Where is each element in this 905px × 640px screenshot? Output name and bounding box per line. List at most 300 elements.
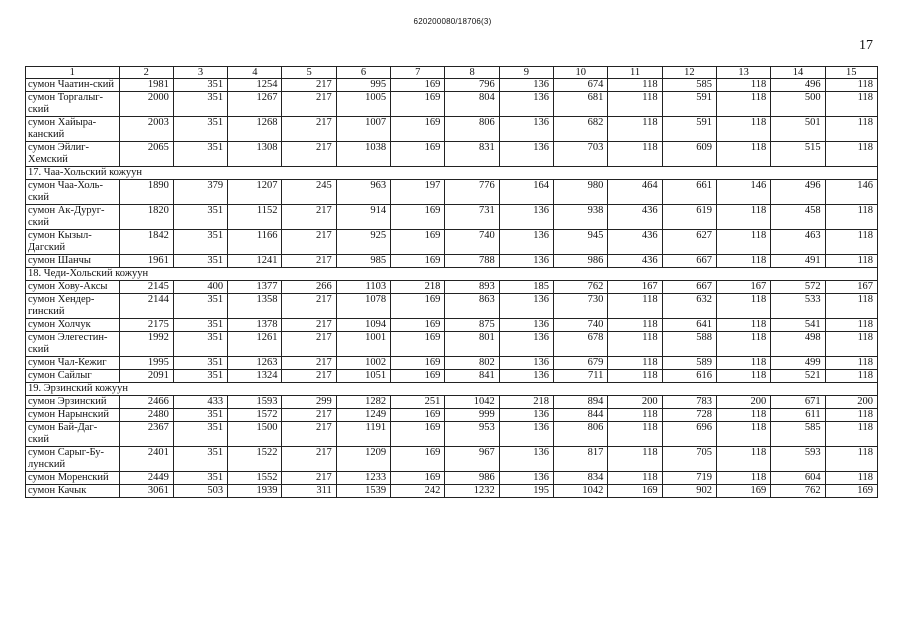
table-cell: 1500 [228, 422, 282, 447]
table-cell: 351 [173, 319, 227, 332]
table-row [26, 409, 878, 422]
settlement-name: сумон Сарыг-Бу-лунский [26, 447, 120, 472]
column-header: 9 [499, 67, 553, 79]
table-cell: 501 [771, 117, 825, 142]
table-cell: 627 [662, 230, 716, 255]
settlement-name: сумон Эрзинский [26, 396, 120, 409]
table-cell: 169 [391, 117, 445, 142]
group-row [26, 268, 878, 281]
table-cell: 436 [608, 230, 662, 255]
table-cell: 136 [499, 447, 553, 472]
table-cell: 515 [771, 142, 825, 167]
settlement-name: сумон Эйлиг-Хемский [26, 142, 120, 167]
table-cell: 667 [662, 281, 716, 294]
table-cell: 433 [173, 396, 227, 409]
table-row [26, 396, 878, 409]
table-cell: 118 [608, 117, 662, 142]
table-row [26, 447, 878, 472]
table-cell: 351 [173, 357, 227, 370]
table-cell: 591 [662, 92, 716, 117]
table-cell: 2367 [119, 422, 173, 447]
table-cell: 118 [716, 79, 770, 92]
table-cell: 118 [608, 79, 662, 92]
table-cell: 217 [282, 422, 336, 447]
table-cell: 245 [282, 180, 336, 205]
table-cell: 2144 [119, 294, 173, 319]
table-cell: 217 [282, 79, 336, 92]
table-cell: 945 [554, 230, 608, 255]
table-cell: 1209 [336, 447, 390, 472]
table-cell: 2401 [119, 447, 173, 472]
table-cell: 1539 [336, 485, 390, 498]
table-cell: 169 [391, 205, 445, 230]
table-cell: 217 [282, 409, 336, 422]
table-cell: 681 [554, 92, 608, 117]
table-cell: 136 [499, 92, 553, 117]
table-cell: 167 [608, 281, 662, 294]
table-cell: 1981 [119, 79, 173, 92]
table-cell: 118 [608, 447, 662, 472]
settlement-name: сумон Ак-Дуруг-ский [26, 205, 120, 230]
table-cell: 719 [662, 472, 716, 485]
table-cell: 311 [282, 485, 336, 498]
table-cell: 136 [499, 357, 553, 370]
table-cell: 783 [662, 396, 716, 409]
table-cell: 894 [554, 396, 608, 409]
group-row [26, 167, 878, 180]
table-cell: 762 [771, 485, 825, 498]
table-cell: 169 [391, 332, 445, 357]
table-cell: 118 [825, 332, 877, 357]
table-cell: 499 [771, 357, 825, 370]
table-cell: 1267 [228, 92, 282, 117]
table-cell: 963 [336, 180, 390, 205]
table-cell: 804 [445, 92, 499, 117]
table-cell: 589 [662, 357, 716, 370]
table-cell: 351 [173, 332, 227, 357]
table-cell: 351 [173, 472, 227, 485]
table-cell: 118 [716, 332, 770, 357]
table-row [26, 92, 878, 117]
table-cell: 217 [282, 370, 336, 383]
table-cell: 118 [716, 92, 770, 117]
table-cell: 118 [716, 205, 770, 230]
page-number: 17 [859, 38, 873, 53]
table-cell: 136 [499, 142, 553, 167]
table-cell: 1103 [336, 281, 390, 294]
table-cell: 496 [771, 79, 825, 92]
column-header: 4 [228, 67, 282, 79]
table-cell: 118 [716, 255, 770, 268]
settlement-name: сумон Нарынский [26, 409, 120, 422]
table-cell: 661 [662, 180, 716, 205]
table-cell: 641 [662, 319, 716, 332]
table-cell: 217 [282, 255, 336, 268]
table-cell: 118 [716, 230, 770, 255]
table-cell: 351 [173, 92, 227, 117]
table-cell: 217 [282, 205, 336, 230]
table-cell: 1552 [228, 472, 282, 485]
table-cell: 266 [282, 281, 336, 294]
table-cell: 217 [282, 357, 336, 370]
table-cell: 118 [608, 370, 662, 383]
table-cell: 169 [391, 255, 445, 268]
settlement-name: сумон Хайыра-канский [26, 117, 120, 142]
table-cell: 251 [391, 396, 445, 409]
table-cell: 914 [336, 205, 390, 230]
table-cell: 118 [825, 230, 877, 255]
table-cell: 169 [391, 472, 445, 485]
table-cell: 118 [608, 294, 662, 319]
table-cell: 169 [391, 422, 445, 447]
table-cell: 806 [554, 422, 608, 447]
settlement-name: сумон Качык [26, 485, 120, 498]
table-cell: 169 [391, 230, 445, 255]
table-cell: 351 [173, 79, 227, 92]
table-cell: 619 [662, 205, 716, 230]
table-row [26, 422, 878, 447]
table-cell: 831 [445, 142, 499, 167]
table-cell: 986 [445, 472, 499, 485]
table-row [26, 294, 878, 319]
table-cell: 169 [391, 319, 445, 332]
table-cell: 604 [771, 472, 825, 485]
table-cell: 118 [825, 92, 877, 117]
column-header: 3 [173, 67, 227, 79]
table-cell: 217 [282, 117, 336, 142]
table-cell: 1593 [228, 396, 282, 409]
table-cell: 464 [608, 180, 662, 205]
table-row [26, 485, 878, 498]
table-cell: 299 [282, 396, 336, 409]
table-cell: 1233 [336, 472, 390, 485]
table-cell: 118 [825, 319, 877, 332]
column-header: 8 [445, 67, 499, 79]
table-row [26, 370, 878, 383]
table-cell: 118 [825, 142, 877, 167]
table-cell: 1842 [119, 230, 173, 255]
table-cell: 146 [716, 180, 770, 205]
settlement-name: сумон Чаа-Холь-ский [26, 180, 120, 205]
table-row [26, 180, 878, 205]
table-cell: 667 [662, 255, 716, 268]
settlement-name: сумон Чал-Кежиг [26, 357, 120, 370]
table-cell: 118 [825, 422, 877, 447]
table-cell: 1890 [119, 180, 173, 205]
table-cell: 1254 [228, 79, 282, 92]
table-cell: 593 [771, 447, 825, 472]
settlement-name: сумон Хову-Аксы [26, 281, 120, 294]
table-cell: 682 [554, 117, 608, 142]
table-cell: 1820 [119, 205, 173, 230]
table-cell: 762 [554, 281, 608, 294]
settlement-name: сумон Бай-Даг-ский [26, 422, 120, 447]
table-cell: 2000 [119, 92, 173, 117]
table-cell: 902 [662, 485, 716, 498]
table-cell: 2449 [119, 472, 173, 485]
table-cell: 776 [445, 180, 499, 205]
table-cell: 136 [499, 409, 553, 422]
table-cell: 2480 [119, 409, 173, 422]
table-cell: 218 [391, 281, 445, 294]
table-cell: 731 [445, 205, 499, 230]
table-cell: 1166 [228, 230, 282, 255]
table-cell: 118 [608, 472, 662, 485]
table-cell: 217 [282, 319, 336, 332]
table-cell: 533 [771, 294, 825, 319]
table-cell: 995 [336, 79, 390, 92]
settlement-name: сумон Кызыл-Дагский [26, 230, 120, 255]
table-cell: 1522 [228, 447, 282, 472]
table-cell: 999 [445, 409, 499, 422]
table-cell: 436 [608, 255, 662, 268]
table-cell: 118 [825, 370, 877, 383]
table-cell: 585 [662, 79, 716, 92]
table-cell: 185 [499, 281, 553, 294]
table-cell: 844 [554, 409, 608, 422]
settlement-name: сумон Элегестин-ский [26, 332, 120, 357]
table-cell: 169 [716, 485, 770, 498]
table-cell: 169 [391, 409, 445, 422]
table-cell: 217 [282, 332, 336, 357]
table-cell: 986 [554, 255, 608, 268]
table-cell: 169 [391, 447, 445, 472]
column-header: 2 [119, 67, 173, 79]
table-cell: 1358 [228, 294, 282, 319]
table-cell: 436 [608, 205, 662, 230]
table-cell: 1324 [228, 370, 282, 383]
table-cell: 200 [825, 396, 877, 409]
table-row [26, 472, 878, 485]
table-cell: 351 [173, 205, 227, 230]
group-row [26, 383, 878, 396]
table-cell: 169 [391, 142, 445, 167]
table-cell: 217 [282, 294, 336, 319]
table-cell: 632 [662, 294, 716, 319]
table-cell: 118 [716, 422, 770, 447]
table-row [26, 230, 878, 255]
table-row [26, 117, 878, 142]
table-cell: 136 [499, 117, 553, 142]
table-cell: 674 [554, 79, 608, 92]
table-cell: 118 [716, 370, 770, 383]
table-cell: 169 [391, 79, 445, 92]
table-cell: 217 [282, 230, 336, 255]
table-cell: 1007 [336, 117, 390, 142]
column-header: 13 [716, 67, 770, 79]
table-cell: 169 [608, 485, 662, 498]
table-cell: 118 [825, 447, 877, 472]
table-cell: 1005 [336, 92, 390, 117]
table-cell: 802 [445, 357, 499, 370]
table-cell: 218 [499, 396, 553, 409]
table-cell: 118 [825, 205, 877, 230]
table-cell: 146 [825, 180, 877, 205]
table-cell: 118 [608, 357, 662, 370]
table-cell: 696 [662, 422, 716, 447]
settlement-name: сумон Торгалыг-ский [26, 92, 120, 117]
table-cell: 458 [771, 205, 825, 230]
table-cell: 572 [771, 281, 825, 294]
column-header: 6 [336, 67, 390, 79]
table-cell: 740 [445, 230, 499, 255]
table-cell: 611 [771, 409, 825, 422]
table-cell: 671 [771, 396, 825, 409]
table-cell: 801 [445, 332, 499, 357]
table-cell: 118 [716, 142, 770, 167]
table-cell: 1961 [119, 255, 173, 268]
table-cell: 503 [173, 485, 227, 498]
table-cell: 591 [662, 117, 716, 142]
table-cell: 967 [445, 447, 499, 472]
table-cell: 1232 [445, 485, 499, 498]
table-cell: 379 [173, 180, 227, 205]
column-header: 1 [26, 67, 120, 79]
table-cell: 118 [608, 409, 662, 422]
table-cell: 169 [391, 294, 445, 319]
table-cell: 136 [499, 294, 553, 319]
table-cell: 938 [554, 205, 608, 230]
table-cell: 703 [554, 142, 608, 167]
table-cell: 118 [716, 409, 770, 422]
group-title: 19. Эрзинский кожуун [26, 383, 878, 396]
table-cell: 118 [608, 332, 662, 357]
table-row [26, 255, 878, 268]
table-cell: 728 [662, 409, 716, 422]
column-header: 10 [554, 67, 608, 79]
table-cell: 118 [608, 92, 662, 117]
table-cell: 197 [391, 180, 445, 205]
table-row [26, 332, 878, 357]
column-header: 15 [825, 67, 877, 79]
table-cell: 217 [282, 447, 336, 472]
group-title: 18. Чеди-Хольский кожуун [26, 268, 878, 281]
table-cell: 195 [499, 485, 553, 498]
table-cell: 521 [771, 370, 825, 383]
table-cell: 1992 [119, 332, 173, 357]
table-cell: 200 [608, 396, 662, 409]
settlement-name: сумон Чаатин-ский [26, 79, 120, 92]
table-cell: 118 [825, 255, 877, 268]
table-cell: 2466 [119, 396, 173, 409]
table-cell: 167 [825, 281, 877, 294]
table-cell: 1038 [336, 142, 390, 167]
table-cell: 841 [445, 370, 499, 383]
table-cell: 136 [499, 422, 553, 447]
settlement-name: сумон Шанчы [26, 255, 120, 268]
table-cell: 1078 [336, 294, 390, 319]
table-cell: 136 [499, 319, 553, 332]
table-cell: 1995 [119, 357, 173, 370]
table-cell: 118 [825, 472, 877, 485]
table-cell: 118 [825, 357, 877, 370]
column-header: 5 [282, 67, 336, 79]
table-cell: 351 [173, 422, 227, 447]
table-cell: 585 [771, 422, 825, 447]
table-cell: 200 [716, 396, 770, 409]
table-cell: 136 [499, 255, 553, 268]
table-cell: 118 [825, 294, 877, 319]
table-cell: 711 [554, 370, 608, 383]
table-cell: 136 [499, 79, 553, 92]
table-cell: 893 [445, 281, 499, 294]
table-cell: 118 [716, 319, 770, 332]
table-cell: 169 [825, 485, 877, 498]
table-cell: 588 [662, 332, 716, 357]
table-cell: 1939 [228, 485, 282, 498]
table-cell: 118 [825, 409, 877, 422]
table-cell: 118 [608, 319, 662, 332]
table-cell: 1308 [228, 142, 282, 167]
table-cell: 118 [608, 142, 662, 167]
table-cell: 136 [499, 472, 553, 485]
table-cell: 1042 [554, 485, 608, 498]
table-cell: 1152 [228, 205, 282, 230]
table-row [26, 281, 878, 294]
table-cell: 118 [825, 117, 877, 142]
table-cell: 1051 [336, 370, 390, 383]
table-cell: 1207 [228, 180, 282, 205]
table-cell: 491 [771, 255, 825, 268]
table-cell: 136 [499, 230, 553, 255]
table-cell: 616 [662, 370, 716, 383]
table-cell: 169 [391, 357, 445, 370]
table-cell: 118 [716, 472, 770, 485]
table-cell: 118 [716, 447, 770, 472]
table-cell: 217 [282, 472, 336, 485]
table-cell: 2145 [119, 281, 173, 294]
table-cell: 351 [173, 117, 227, 142]
table-cell: 609 [662, 142, 716, 167]
document-id: 620200080/18706(3) [413, 17, 492, 26]
table-cell: 863 [445, 294, 499, 319]
settlement-name: сумон Сайлыг [26, 370, 120, 383]
table-cell: 1261 [228, 332, 282, 357]
table-cell: 498 [771, 332, 825, 357]
table-cell: 136 [499, 370, 553, 383]
table-cell: 136 [499, 332, 553, 357]
table-cell: 351 [173, 255, 227, 268]
table-cell: 1377 [228, 281, 282, 294]
table-cell: 169 [391, 92, 445, 117]
table-row [26, 319, 878, 332]
table-cell: 2003 [119, 117, 173, 142]
column-header: 11 [608, 67, 662, 79]
table-cell: 496 [771, 180, 825, 205]
table-cell: 1042 [445, 396, 499, 409]
table-cell: 985 [336, 255, 390, 268]
table-cell: 953 [445, 422, 499, 447]
table-row [26, 79, 878, 92]
table-cell: 351 [173, 142, 227, 167]
table-cell: 2175 [119, 319, 173, 332]
table-cell: 796 [445, 79, 499, 92]
settlement-name: сумон Моренский [26, 472, 120, 485]
table-cell: 541 [771, 319, 825, 332]
table-cell: 351 [173, 447, 227, 472]
table-cell: 400 [173, 281, 227, 294]
table-cell: 1002 [336, 357, 390, 370]
table-cell: 351 [173, 230, 227, 255]
table-row [26, 142, 878, 167]
table-cell: 679 [554, 357, 608, 370]
table-cell: 925 [336, 230, 390, 255]
table-cell: 1572 [228, 409, 282, 422]
table-cell: 1001 [336, 332, 390, 357]
table-cell: 1191 [336, 422, 390, 447]
table-cell: 118 [716, 357, 770, 370]
table-cell: 351 [173, 409, 227, 422]
